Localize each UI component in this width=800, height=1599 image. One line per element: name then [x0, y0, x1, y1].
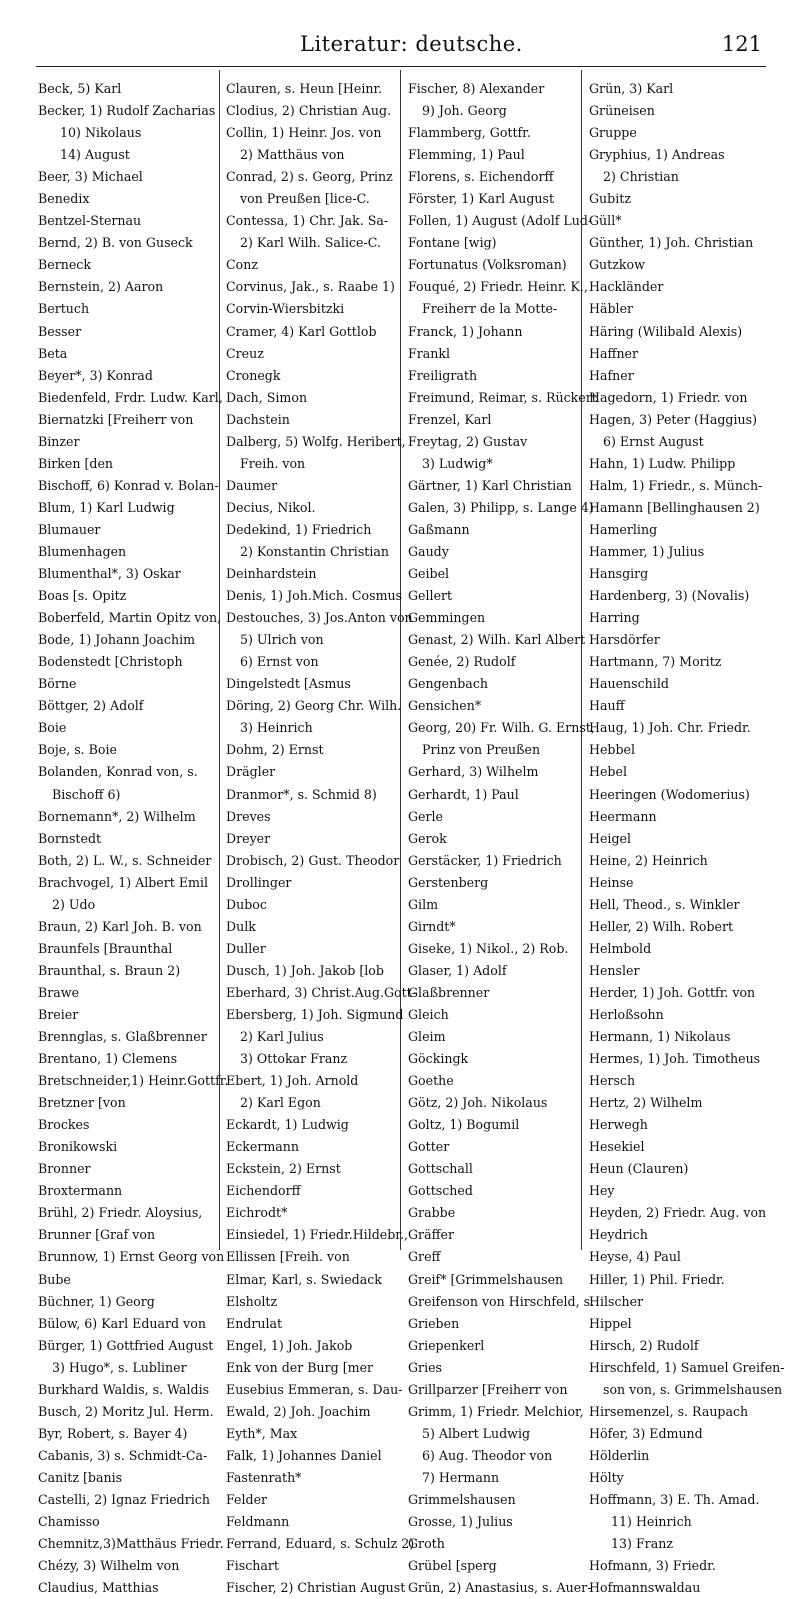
index-entry: Helmbold: [589, 940, 652, 956]
index-entry: Gryphius, 1) Andreas: [589, 147, 725, 163]
index-entry: Fortunatus (Volksroman): [408, 257, 567, 273]
index-entry: Franck, 1) Johann: [408, 323, 523, 339]
index-entry: Hartmann, 7) Moritz: [589, 654, 722, 670]
index-entry: Hiller, 1) Phil. Friedr.: [589, 1271, 725, 1287]
index-entry: Gerstenberg: [408, 874, 489, 890]
index-entry: Hammer, 1) Julius: [589, 543, 705, 559]
index-entry: Glaßbrenner: [408, 984, 490, 1000]
index-entry: Corvin-Wiersbitzki: [226, 301, 345, 317]
index-entry: Freytag, 2) Gustav: [408, 433, 528, 449]
index-entry: Broxtermann: [38, 1183, 123, 1199]
index-entry: Grimm, 1) Friedr. Melchior,: [408, 1403, 584, 1419]
index-entry: Hölty: [589, 1469, 624, 1485]
index-entry: 9) Joh. Georg: [422, 103, 507, 119]
index-entry: Heydrich: [589, 1227, 648, 1243]
index-entry: Boje, s. Boie: [38, 742, 117, 758]
index-entry: Göckingk: [408, 1051, 469, 1067]
index-entry: Grün, 3) Karl: [589, 81, 674, 96]
index-entry: Biernatzki [Freiherr von: [38, 411, 194, 427]
index-entry: Engel, 1) Joh. Jakob: [226, 1337, 353, 1353]
index-entry: Both, 2) L. W., s. Schneider: [38, 852, 212, 868]
index-entry: son von, s. Grimmelshausen: [603, 1381, 783, 1397]
index-entry: Günther, 1) Joh. Christian: [589, 235, 754, 251]
index-entry: Gerhard, 3) Wilhelm: [408, 764, 539, 780]
index-entry: Creuz: [226, 345, 264, 361]
index-entry: Burkhard Waldis, s. Waldis: [38, 1381, 210, 1397]
index-entry: Hermann, 1) Nikolaus: [589, 1029, 731, 1045]
index-entry: Ebersberg, 1) Joh. Sigmund: [226, 1006, 404, 1022]
index-entry: Brockes: [38, 1117, 90, 1133]
index-entry: Blumauer: [38, 521, 101, 537]
index-entry: 2) Karl Wilh. Salice-C.: [240, 235, 381, 251]
index-entry: Bode, 1) Johann Joachim: [38, 632, 196, 648]
index-entry: 2) Karl Egon: [240, 1095, 321, 1111]
index-entry: Fischer, 8) Alexander: [408, 81, 545, 96]
index-entry: Höfer, 3) Edmund: [589, 1425, 703, 1441]
index-entry: Grabbe: [408, 1205, 456, 1221]
index-entry: Goltz, 1) Bogumil: [408, 1117, 520, 1133]
index-entry: Brentano, 1) Clemens: [38, 1051, 178, 1067]
index-entry: Dreyer: [226, 830, 271, 846]
index-entry: Halm, 1) Friedr., s. Münch-: [589, 477, 763, 493]
index-entry: Hertz, 2) Wilhelm: [589, 1095, 703, 1111]
index-entry: Bube: [38, 1271, 71, 1287]
index-entry: Fouqué, 2) Friedr. Heinr. K.,: [408, 279, 588, 295]
index-entry: Dedekind, 1) Friedrich: [226, 521, 372, 537]
index-entry: 2) Christian: [603, 169, 679, 185]
index-entry: Hilscher: [589, 1293, 644, 1309]
index-entry: Hermes, 1) Joh. Timotheus: [589, 1051, 761, 1067]
index-entry: Bodenstedt [Christoph: [38, 654, 183, 670]
index-entry: Gerstäcker, 1) Friedrich: [408, 852, 562, 868]
index-entry: Dingelstedt [Asmus: [226, 676, 351, 692]
index-entry: 2) Karl Julius: [240, 1029, 324, 1045]
index-entry: Duller: [226, 940, 266, 956]
index-entry: Bolanden, Konrad von, s.: [38, 764, 198, 780]
index-entry: 3) Ludwig*: [422, 455, 493, 471]
index-entry: Brunner [Graf von: [38, 1227, 156, 1243]
index-entry: Girndt*: [408, 918, 456, 934]
index-entry: Dusch, 1) Joh. Jakob [lob: [226, 962, 384, 978]
index-entry: Hauff: [589, 698, 625, 714]
index-entry: 2) Udo: [52, 896, 96, 912]
index-entry: Hamerling: [589, 521, 658, 537]
index-entry: Cabanis, 3) s. Schmidt-Ca-: [38, 1447, 208, 1463]
index-entry: Flemming, 1) Paul: [408, 147, 525, 163]
index-entry: Falk, 1) Johannes Daniel: [226, 1447, 382, 1463]
index-column: [589, 78, 785, 1596]
index-entry: Grübel [sperg: [408, 1558, 497, 1574]
index-entry: Gutzkow: [589, 257, 645, 273]
index-entry: Heermann: [589, 808, 657, 824]
index-entry: Heyse, 4) Paul: [589, 1249, 681, 1265]
index-entry: 13) Franz: [611, 1536, 673, 1552]
index-entry: Brühl, 2) Friedr. Aloysius,: [38, 1205, 203, 1221]
index-entry: Grimmelshausen: [408, 1492, 516, 1507]
index-entry: Braun, 2) Karl Joh. B. von: [38, 918, 202, 934]
index-entry: Gotter: [408, 1139, 450, 1155]
index-entry: Harsdörfer: [589, 632, 660, 648]
index-entry: Griepenkerl: [408, 1337, 485, 1353]
index-entry: Fischer, 2) Christian August: [226, 1580, 406, 1596]
index-entry: Endrulat: [226, 1315, 283, 1331]
index-entry: Ebert, 1) Joh. Arnold: [226, 1073, 359, 1089]
index-entry: Chamisso: [38, 1514, 100, 1530]
index-entry: Follen, 1) August (Adolf Lud-: [408, 213, 593, 229]
index-entry: Enk von der Burg [mer: [226, 1359, 374, 1375]
index-entry: Greif* [Grimmelshausen: [408, 1271, 564, 1287]
index-entry: Binzer: [38, 433, 80, 449]
index-entry: Castelli, 2) Ignaz Friedrich: [38, 1492, 210, 1507]
index-entry: Döring, 2) Georg Chr. Wilh.: [226, 698, 402, 714]
index-entry: Gottschall: [408, 1161, 473, 1177]
index-entry: Herloßsohn: [589, 1006, 664, 1022]
index-entry: Eichrodt*: [226, 1205, 288, 1221]
index-entry: Deinhardstein: [226, 566, 317, 582]
index-entry: Hell, Theod., s. Winkler: [589, 896, 740, 912]
index-entry: Dach, Simon: [226, 389, 308, 405]
index-entry: Hamann [Bellinghausen 2): [589, 499, 760, 515]
index-entry: Prinz von Preußen: [422, 742, 541, 758]
index-entry: Freiligrath: [408, 367, 478, 383]
index-entry: Gilm: [408, 896, 439, 912]
index-entry: 5) Ulrich von: [240, 632, 324, 648]
index-entry: Greifenson von Hirschfeld, s.: [408, 1293, 595, 1309]
index-entry: Heigel: [589, 830, 632, 846]
index-entry: Geibel: [408, 566, 450, 582]
index-entry: Hebel: [589, 764, 627, 780]
index-entry: Eckstein, 2) Ernst: [226, 1161, 341, 1177]
index-entry: Herwegh: [589, 1117, 648, 1133]
index-entry: Benedix: [38, 191, 90, 207]
index-entry: Decius, Nikol.: [226, 499, 316, 515]
index-entry: Becker, 1) Rudolf Zacharias: [38, 103, 216, 119]
index-entry: Galen, 3) Philipp, s. Lange 4): [408, 499, 594, 515]
index-entry: Hey: [589, 1183, 615, 1199]
index-entry: Hirsemenzel, s. Raupach: [589, 1403, 749, 1419]
index-entry: Grieben: [408, 1315, 460, 1331]
index-entry: Grüneisen: [589, 103, 655, 119]
index-entry: Gerle: [408, 808, 444, 824]
index-entry: Bretschneider,1) Heinr.Gottfr.: [38, 1073, 229, 1089]
index-entry: Drollinger: [226, 874, 292, 890]
index-entry: Gellert: [408, 588, 453, 604]
index-entry: Hofmann, 3) Friedr.: [589, 1558, 716, 1574]
index-entry: Hoffmann, 3) E. Th. Amad.: [589, 1492, 760, 1507]
index-entry: Cramer, 4) Karl Gottlob: [226, 323, 377, 339]
index-entry: Gräffer: [408, 1227, 455, 1243]
index-entry: Dohm, 2) Ernst: [226, 742, 324, 758]
index-entry: 5) Albert Ludwig: [422, 1425, 531, 1441]
index-entry: Hagedorn, 1) Friedr. von: [589, 389, 748, 405]
index-entry: 6) Aug. Theodor von: [422, 1447, 553, 1463]
index-entry: 3) Hugo*, s. Lubliner: [52, 1359, 187, 1375]
index-entry: Hölderlin: [589, 1447, 650, 1463]
index-entry: Güll*: [589, 213, 622, 229]
index-entry: Hafner: [589, 367, 634, 383]
index-entry: Greff: [408, 1249, 441, 1265]
index-entry: Boberfeld, Martin Opitz von,: [38, 610, 222, 626]
index-entry: Herder, 1) Joh. Gottfr. von: [589, 984, 756, 1000]
index-entry: Haug, 1) Joh. Chr. Friedr.: [589, 720, 751, 736]
index-entry: Grillparzer [Freiherr von: [408, 1381, 568, 1397]
index-entry: 6) Ernst von: [240, 654, 319, 670]
index-entry: Eckardt, 1) Ludwig: [226, 1117, 349, 1133]
index-entry: Conz: [226, 257, 258, 273]
index-entry: Frenzel, Karl: [408, 411, 492, 427]
index-column: [408, 78, 597, 1596]
index-entry: Grün, 2) Anastasius, s. Auer-: [408, 1580, 592, 1596]
index-column: [226, 78, 416, 1596]
index-entry: Gengenbach: [408, 676, 488, 692]
index-entry: 3) Ottokar Franz: [240, 1051, 348, 1067]
index-entry: Canitz [banis: [38, 1469, 123, 1485]
index-entry: Ferrand, Eduard, s. Schulz 2): [226, 1536, 415, 1552]
index-entry: Heinse: [589, 874, 634, 890]
index-entry: Heller, 2) Wilh. Robert: [589, 918, 734, 934]
index-entry: Gleich: [408, 1006, 449, 1022]
index-entry: Birken [den: [38, 455, 114, 471]
index-entry: Hensler: [589, 962, 640, 978]
index-entry: Frankl: [408, 345, 451, 361]
index-entry: Freiherr de la Motte-: [422, 301, 558, 317]
page-header: [0, 32, 800, 62]
index-entry: Felder: [226, 1492, 268, 1507]
index-entry: Bischoff 6): [52, 786, 121, 802]
index-entry: Freih. von: [240, 455, 306, 471]
index-entry: Fischart: [226, 1558, 279, 1574]
index-entry: Denis, 1) Joh.Mich. Cosmus: [226, 588, 403, 604]
index-entry: Gerok: [408, 830, 447, 846]
index-entry: Gaßmann: [408, 521, 470, 537]
index-entry: Drobisch, 2) Gust. Theodor: [226, 852, 400, 868]
index-entry: 7) Hermann: [422, 1469, 500, 1485]
page-title: Literatur: deutsche.: [300, 32, 523, 56]
index-entry: Bornstedt: [38, 830, 102, 846]
index-entry: Hirsch, 2) Rudolf: [589, 1337, 699, 1353]
index-entry: Götz, 2) Joh. Nikolaus: [408, 1095, 548, 1111]
index-entry: Feldmann: [226, 1514, 290, 1530]
index-entry: Hersch: [589, 1073, 636, 1089]
index-entry: Haffner: [589, 345, 639, 361]
index-entry: Gruppe: [589, 125, 637, 141]
index-entry: 11) Heinrich: [611, 1514, 692, 1530]
index-entry: Eyth*, Max: [226, 1425, 298, 1441]
index-entry: Bronikowski: [38, 1139, 118, 1155]
index-entry: Börne: [38, 676, 77, 692]
index-entry: Bernstein, 2) Aaron: [38, 279, 164, 295]
index-entry: Hippel: [589, 1315, 632, 1331]
index-entry: Dachstein: [226, 411, 290, 427]
index-entry: Collin, 1) Heinr. Jos. von: [226, 125, 382, 141]
index-entry: Gärtner, 1) Karl Christian: [408, 477, 572, 493]
index-entry: Giseke, 1) Nikol., 2) Rob.: [408, 940, 569, 956]
index-entry: Ewald, 2) Joh. Joachim: [226, 1403, 371, 1419]
index-entry: Destouches, 3) Jos.Anton von: [226, 610, 413, 626]
index-entry: Elsholtz: [226, 1293, 278, 1309]
index-entry: Blumenhagen: [38, 543, 127, 559]
index-entry: Besser: [38, 323, 82, 339]
index-entry: Bornemann*, 2) Wilhelm: [38, 808, 196, 824]
index-entry: Busch, 2) Moritz Jul. Herm.: [38, 1403, 214, 1419]
index-entry: Genée, 2) Rudolf: [408, 654, 516, 670]
index-entry: von Preußen [lice-C.: [240, 191, 370, 207]
index-entry: Häring (Wilibald Alexis): [589, 323, 743, 339]
index-entry: Hahn, 1) Ludw. Philipp: [589, 455, 736, 471]
index-entry: Brachvogel, 1) Albert Emil: [38, 874, 209, 890]
index-entry: Dranmor*, s. Schmid 8): [226, 786, 377, 802]
index-entry: Bernd, 2) B. von Guseck: [38, 235, 193, 251]
index-entry: Biedenfeld, Frdr. Ludw. Karl,: [38, 389, 223, 405]
index-entry: Bentzel-Sternau: [38, 213, 142, 229]
index-entry: Glaser, 1) Adolf: [408, 962, 507, 978]
index-entry: Hesekiel: [589, 1139, 645, 1155]
index-entry: Blum, 1) Karl Ludwig: [38, 499, 175, 515]
index-entry: Clodius, 2) Christian Aug.: [226, 103, 392, 119]
index-entry: Dalberg, 5) Wolfg. Heribert,: [226, 433, 406, 449]
index-entry: Bretzner [von: [38, 1095, 126, 1111]
index-entry: Breier: [38, 1006, 79, 1022]
index-entry: Contessa, 1) Chr. Jak. Sa-: [226, 213, 389, 229]
index-entry: Freimund, Reimar, s. Rückert: [408, 389, 597, 405]
index-entry: 3) Heinrich: [240, 720, 313, 736]
index-entry: Groth: [408, 1536, 445, 1552]
index-entry: Duboc: [226, 896, 267, 912]
index-entry: Einsiedel, 1) Friedr.Hildebr.,: [226, 1227, 408, 1243]
index-entry: Hackländer: [589, 279, 664, 295]
index-entry: Eberhard, 3) Christ.Aug.Gott-: [226, 984, 416, 1000]
index-entry: Braunthal, s. Braun 2): [38, 962, 181, 978]
index-entry: Goethe: [408, 1073, 454, 1089]
index-entry: Chézy, 3) Wilhelm von: [38, 1558, 180, 1574]
index-entry: Cronegk: [226, 367, 281, 383]
index-entry: Dreves: [226, 808, 271, 824]
index-entry: Eckermann: [226, 1139, 300, 1155]
index-entry: Gottsched: [408, 1183, 473, 1199]
index-entry: Genast, 2) Wilh. Karl Albert: [408, 632, 586, 648]
index-entry: 2) Matthäus von: [240, 147, 345, 163]
index-entry: Gemmingen: [408, 610, 486, 626]
index-entry: Heun (Clauren): [589, 1161, 689, 1177]
index-entry: Hansgirg: [589, 566, 649, 582]
index-entry: 2) Konstantin Christian: [240, 543, 390, 559]
index-entry: Conrad, 2) s. Georg, Prinz: [226, 169, 393, 185]
index-entry: Gerhardt, 1) Paul: [408, 786, 519, 802]
index-entry: Bürger, 1) Gottfried August: [38, 1337, 214, 1353]
index-entry: Berneck: [38, 257, 91, 273]
index-entry: 10) Nikolaus: [60, 125, 142, 141]
index-entry: Brunnow, 1) Ernst Georg von: [38, 1249, 225, 1265]
index-entry: Beck, 5) Karl: [38, 81, 122, 96]
index-entry: Elmar, Karl, s. Swiedack: [226, 1271, 382, 1287]
index-entry: Heyden, 2) Friedr. Aug. von: [589, 1205, 767, 1221]
index-entry: Byr, Robert, s. Bayer 4): [38, 1425, 188, 1441]
index-entry: Harring: [589, 610, 640, 626]
index-entry: Büchner, 1) Georg: [38, 1293, 155, 1309]
index-entry: Fastenrath*: [226, 1469, 302, 1485]
index-entry: Beyer*, 3) Konrad: [38, 367, 153, 383]
index-entry: Clauren, s. Heun [Heinr.: [226, 81, 383, 96]
index-entry: Ellissen [Freih. von: [226, 1249, 350, 1265]
index-entry: Boas [s. Opitz: [38, 588, 127, 604]
index-entry: Heine, 2) Heinrich: [589, 852, 708, 868]
index-entry: Fontane [wig): [408, 235, 497, 251]
index-entry: Boie: [38, 720, 67, 736]
index-entry: 14) August: [60, 147, 130, 163]
page-number: 121: [721, 32, 762, 56]
index-entry: Brawe: [38, 984, 80, 1000]
index-entry: Claudius, Matthias: [38, 1580, 159, 1596]
index-entry: Grosse, 1) Julius: [408, 1514, 513, 1530]
index-entry: Eusebius Emmeran, s. Dau-: [226, 1381, 403, 1397]
index-entry: Beer, 3) Michael: [38, 169, 143, 185]
index-entry: Hebbel: [589, 742, 636, 758]
index-entry: Gensichen*: [408, 698, 482, 714]
index-entry: Förster, 1) Karl August: [408, 191, 555, 207]
index-entry: Drägler: [226, 764, 276, 780]
index-entry: Flammberg, Gottfr.: [408, 125, 531, 141]
index-entry: Hauenschild: [589, 676, 669, 692]
index-entry: Bertuch: [38, 301, 90, 317]
header-rule: [36, 66, 766, 67]
index-entry: Corvinus, Jak., s. Raabe 1): [226, 279, 395, 295]
index-entry: Bronner: [38, 1161, 91, 1177]
index-entry: Gries: [408, 1359, 443, 1375]
index-entry: Bülow, 6) Karl Eduard von: [38, 1315, 206, 1331]
index-entry: Florens, s. Eichendorff: [408, 169, 554, 185]
index-entry: Hardenberg, 3) (Novalis): [589, 588, 750, 604]
index-entry: Gubitz: [589, 191, 631, 207]
index-entry: Chemnitz,3)Matthäus Friedr.: [38, 1536, 224, 1552]
index-entry: Beta: [38, 345, 68, 361]
index-entry: Hirschfeld, 1) Samuel Greifen-: [589, 1359, 785, 1375]
index-entry: Bischoff, 6) Konrad v. Bolan-: [38, 477, 219, 493]
index-entry: Böttger, 2) Adolf: [38, 698, 144, 714]
index-entry: Heeringen (Wodomerius): [589, 786, 750, 802]
index-entry: 6) Ernst August: [603, 433, 704, 449]
index-entry: Brennglas, s. Glaßbrenner: [38, 1029, 207, 1045]
index-entry: Eichendorff: [226, 1183, 301, 1199]
index-entry: Dulk: [226, 918, 256, 934]
index-column: [38, 78, 229, 1596]
index-entry: Gaudy: [408, 543, 449, 559]
index-entry: Blumenthal*, 3) Oskar: [38, 566, 181, 582]
index-entry: Braunfels [Braunthal: [38, 940, 173, 956]
index-entry: Georg, 20) Fr. Wilh. G. Ernst,: [408, 720, 595, 736]
index-entry: Hagen, 3) Peter (Haggius): [589, 411, 757, 427]
index-entry: Häbler: [589, 301, 634, 317]
index-entry: Gleim: [408, 1029, 446, 1045]
index-entry: Daumer: [226, 477, 278, 493]
index-entry: Hofmannswaldau: [589, 1580, 701, 1596]
